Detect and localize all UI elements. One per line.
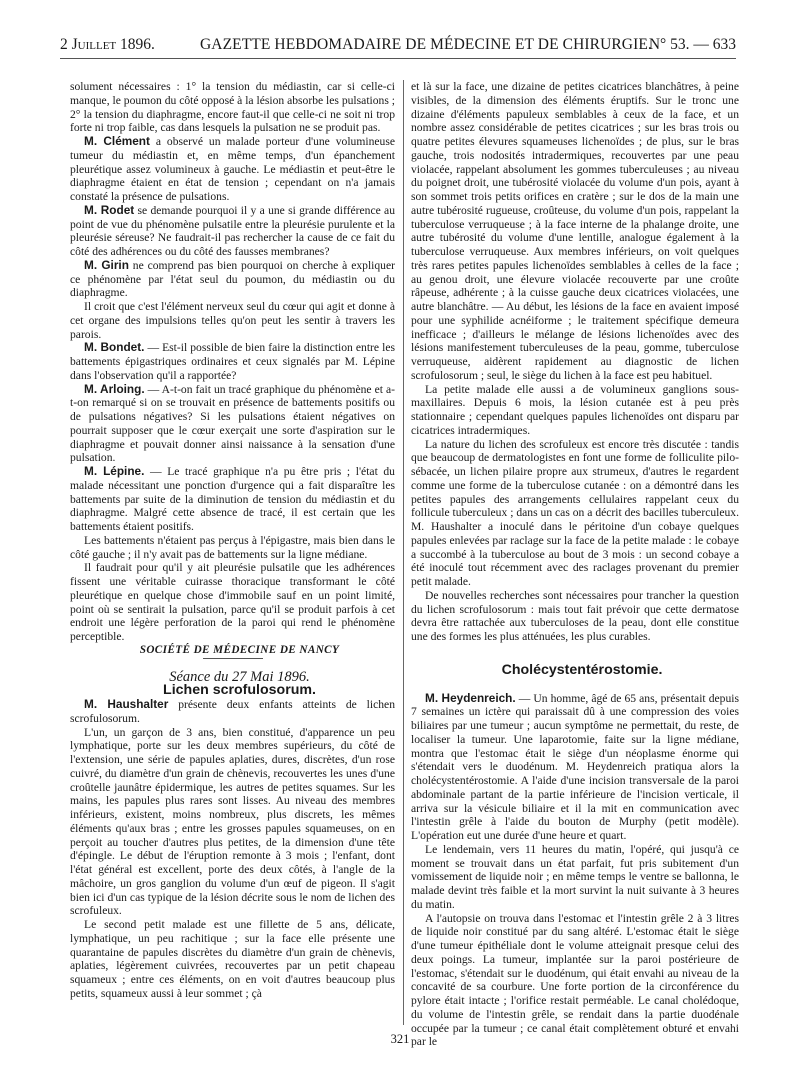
speaker-name: M. Bondet. [84,340,145,355]
paragraph: Les battements n'étaient pas perçus à l'épigastre, mais bien dans le côté gauche ; il n'y avait pas de battements sur la ligne médiane. [70,533,395,561]
right-column [411,80,739,1049]
paragraph [70,465,395,534]
speaker-name: M. Clément [84,134,150,148]
paragraph [70,204,395,259]
paragraph-text: — Est-il possible de bien faire la distinction entre les battements épigastriques ordinaires et ceux signalés par M. Lépine dans l'observation qu'il a rapportée? [70,341,395,382]
speaker-name: M. Lépine. [84,464,145,478]
paragraph [70,383,395,466]
page-number: 321 [390,1032,410,1046]
paragraph: et là sur la face, une dizaine de petites cicatrices blanchâtres, à peine visibles, de la dimension des éléments éruptifs. Sur le tronc une dizaine d'éléments papuleux semblables à ceux de la face, et un nombre assez considérable de petites cicatrices ; sur les bras trois ou quatre petites élevures squameuses lichenoïdes ; de plus, sur le bras gauche, trois nodosités intradermiques, recouvertes par une peau violacée, rappelant absolument les gommes tuberculeuses ; au niveau du poignet droit, une tubérosité violacée du volume d'un pois, ayant à son sommet trois petits orifices en cratère ; sur le dos de la main une autre tubérosité rugueuse, croûteuse, du volume d'un pois, rappelant la tuberculose verruqueuse ; à la face interne de la phalange droite, une autre tubérosité du volume d'une lentille, analogue également à la tuberculose verruqueuse. Aux membres inférieurs, on voit quelques très rares petites papules lichenoïdes semblables à celles de la face ; au genou droit, une élevure violacée recouverte par une croûte râpeuse, adhérente ; à la cuisse gauche deux cicatrices violacées, une autre blanchâtre. — Au début, les lésions de la face en avaient imposé pour une syphilide acnéiforme ; le traitement spécifique demeura inefficace ; d'ailleurs le mélange de lésions lichenoïdes avec des lésions manifestement tuberculeuses de la peau, gomme, tuberculose verruqueuse, aidèrent rapidement au diagnostic de lichen scrofulosorum ; seul, le siège du lichen à la face est peu habituel. [411,80,739,382]
paragraph-text: présente deux enfants atteints de lichen scrofulosorum. [70,698,395,725]
society-rule [203,658,263,659]
paragraph-text: a observé un malade porteur d'une volumineuse tumeur du médiastin et, en même temps, d'un épanchement pleurétique assez volumineux à gauche. Le médiastin et peut-être le diaphragme étaient en état de tension ; cependant on n'a jamais constaté la présence de pulsations. [70,135,395,203]
left-column [70,80,395,1001]
header-journal-title: GAZETTE HEBDOMADAIRE DE MÉDECINE ET DE CHIRURGIE. [200,36,652,53]
speaker-name: M. Rodet [84,202,135,217]
society-heading: SOCIÉTÉ DE MÉDECINE DE NANCY [139,643,340,656]
session-date: Séance du 27 Mai 1896. [169,668,310,685]
speaker-name: M. Haushalter [84,697,169,711]
paragraph: Le lendemain, vers 11 heures du matin, l'opéré, qui jusqu'à ce moment se trouvait dans un état parfait, fut pris subitement d'un vomissement de liquide noir ; en même temps le ventre se ballonna, le malade devint très faible et la mort survint la nuit suivante à 3 heures du matin. [411,842,739,911]
speaker-name: M. Girin [84,257,129,272]
paragraph: Le second petit malade est une fillette de 5 ans, délicate, lymphatique, un peu rachitique ; sur la face elle présente une quarantaine de papules discrètes du diamètre d'un grain de chènevis, aplaties, légèrement cuivrées, recouvertes par un petit chapeau squameux ; entre ces éléments, on en voit d'autres beaucoup plus petits, squameux aussi à leur sommet ; çà [70,918,395,1000]
section-title: Cholécystentérostomie. [501,661,663,678]
paragraph: Il faudrait pour qu'il y ait pleurésie pulsatile que les adhérences fissent une véritable cuirasse thoracique transformant le côté pleurétique en quelque chose d'immobile sauf en un point limité, point où se sentirait la pulsation, parce qu'il se produit parfois à cet endroit une légère perforation de la paroi qui rend le phénomène perceptible. [70,561,395,643]
column-divider [403,80,404,1025]
paragraph-text: — A-t-on fait un tracé graphique du phénomène et a-t-on remarqué si on se trouvait en présence de battements positifs ou de pulsations négatives? Si les pulsations étaient négatives on pourrait supposer que le cœur exerçait une sorte d'aspiration sur le diaphragme et pouvait donner ainsi naissance à la sensation d'une pulsation. [70,382,395,465]
paragraph [411,692,739,843]
paragraph: solument nécessaires : 1° la tension du médiastin, car si celle-ci manque, le poumon du côté opposé à la lésion absorbe les pulsations ; 2° la tension du diaphragme, encore faut-il que celle-ci ne soit ni trop forte ni trop faible, cas dans lesquels la pulsation ne se produit pas. [70,80,395,135]
running-header [60,36,736,59]
speaker-name: M. Arloing. [84,381,145,396]
header-date: 2 Juillet 1896. [60,36,155,53]
paragraph-text: ne comprend pas bien pourquoi on cherche à expliquer ce phénomène par l'état seul du poumon, du médiastin ou du diaphragme. [70,258,395,300]
section-title: Lichen scrofulosorum. [163,682,316,699]
paragraph [70,259,395,300]
paragraph-text: — Un homme, âgé de 65 ans, présentait depuis 7 semaines un ictère qui paraissait dû à une compression des voies biliaires par une tumeur ; aucun symptôme ne permettait, du reste, de localiser la tumeur. Une laparotomie, faite sur la ligne médiane, montra que l'estomac était le siège d'un néoplasme énorme qui s'étendait vers le duodénum. M. Heydenreich pratiqua alors la cholécystentérostomie. A l'aide d'une incision transversale de la paroi abdominale partant de la partie inférieure de l'incision verticale, il arriva sur la vésicule biliaire et il la mit en communication avec l'intestin grêle à l'aide du bouton de Murphy (petit modèle). L'opération eut une durée d'une heure et quart. [411,691,739,842]
paragraph [70,341,395,382]
header-issue-number: N° 53. — 633 [648,36,736,53]
paragraph: De nouvelles recherches sont nécessaires pour trancher la question du lichen scrofulosorum : mais tout fait prévoir que cette dermatose devra être rattachée aux tuberculoses de la peau, dont elle constitue une des formes les plus atténuées, les plus curables. [411,588,739,643]
paragraph-text: — Le tracé graphique n'a pu être pris ; l'état du malade nécessitant une ponction d'urgence qui a fait disparaître les battements par suite de la diminution de tension du médiastin et du diaphragme. Malgré cette absence de tracé, il est certain que les battements étaient positifs. [70,465,395,533]
speaker-name: M. Heydenreich. [425,690,516,705]
paragraph [70,698,395,726]
paragraph: L'un, un garçon de 3 ans, bien constitué, d'apparence un peu lymphatique, porte sur les deux membres supérieurs, du côté de l'extension, une série de papules aplaties, dures, discrètes, d'un rose cuivré, du diamètre d'un grain de chènevis, recouvertes les unes d'une croûtelle jaunâtre épidermique, les autres de petites squames. Sur les mains, les papules plus rares sont lisses. Au niveau des membres inférieurs, existent, moins nombreux, plus discrets, les mêmes éléments qu'aux bras ; entre les grosses papules squameuses, on en perçoit au toucher d'autres plus petites, de la dimension d'une tête d'épingle. Le début de l'éruption remonte à 3 mois ; l'enfant, dont l'état général est excellent, porte des deux côtés, à l'angle de la mâchoire, un gros ganglion du volume d'un œuf de pigeon. Il s'agit bien ici d'un cas typique de la lésion décrite sous le nom de lichen des scrofuleux. [70,725,395,918]
paragraph: Il croit que c'est l'élément nerveux seul du cœur qui agit et donne à cet organe des impulsions telles qu'on peut les sentir à travers les parois. [70,300,395,341]
paragraph: La nature du lichen des scrofuleux est encore très discutée : tandis que beaucoup de dermatologistes en font une forme de folliculite pilo-sébacée, un lichen pilaire propre aux strumeux, d'autres le regardent comme une forme de la tuberculose cutanée : on a démontré dans les petites papules des arrangements cellulaires rappelant ceux du follicule tuberculeux ; dans un cas on a décrit des bacilles tuberculeux. M. Haushalter a inoculé dans le péritoine d'un cobaye quelques papules enlevées par raclage sur la face de la petite malade : le cobaye a succombé à la tuberculose au bout de 3 mois : un second cobaye a été inoculé tout récemment avec des raclages provenant du premier petit malade. [411,437,739,588]
paragraph: La petite malade elle aussi a de volumineux ganglions sous-maxillaires. Depuis 6 mois, la lésion cutanée est à peu près stationnaire ; cependant quelques papules lichenoïdes ont disparu par cicatrices intradermiques. [411,382,739,437]
paragraph [70,135,395,204]
paragraph: A l'autopsie on trouva dans l'estomac et l'intestin grêle 2 à 3 litres de liquide noir constitué par du sang altéré. L'estomac était le siège d'une tumeur épithéliale dont le volume atteignait presque celui des deux poings. La tumeur, implantée sur la paroi postérieure de l'estomac, s'étendait sur le duodénum, qui était envahi au niveau de la concavité de sa courbure. Une forte portion de la circonférence du pylore était intacte ; l'orifice restait perméable. Le canal cholédoque, du volume de l'intestin grêle, se rendait dans la partie duodénale occupée par la tumeur ; ce canal était complètement obturé et envahi par le [411,911,739,1049]
paragraph-text: se demande pourquoi il y a une si grande différence au point de vue du phénomène pulsatile entre la pleurésie purulente et la pleurésie séreuse? Ne faudrait-il pas rechercher la cause de ce fait du côté des adhérences ou du côté des fausses membranes? [70,203,395,258]
